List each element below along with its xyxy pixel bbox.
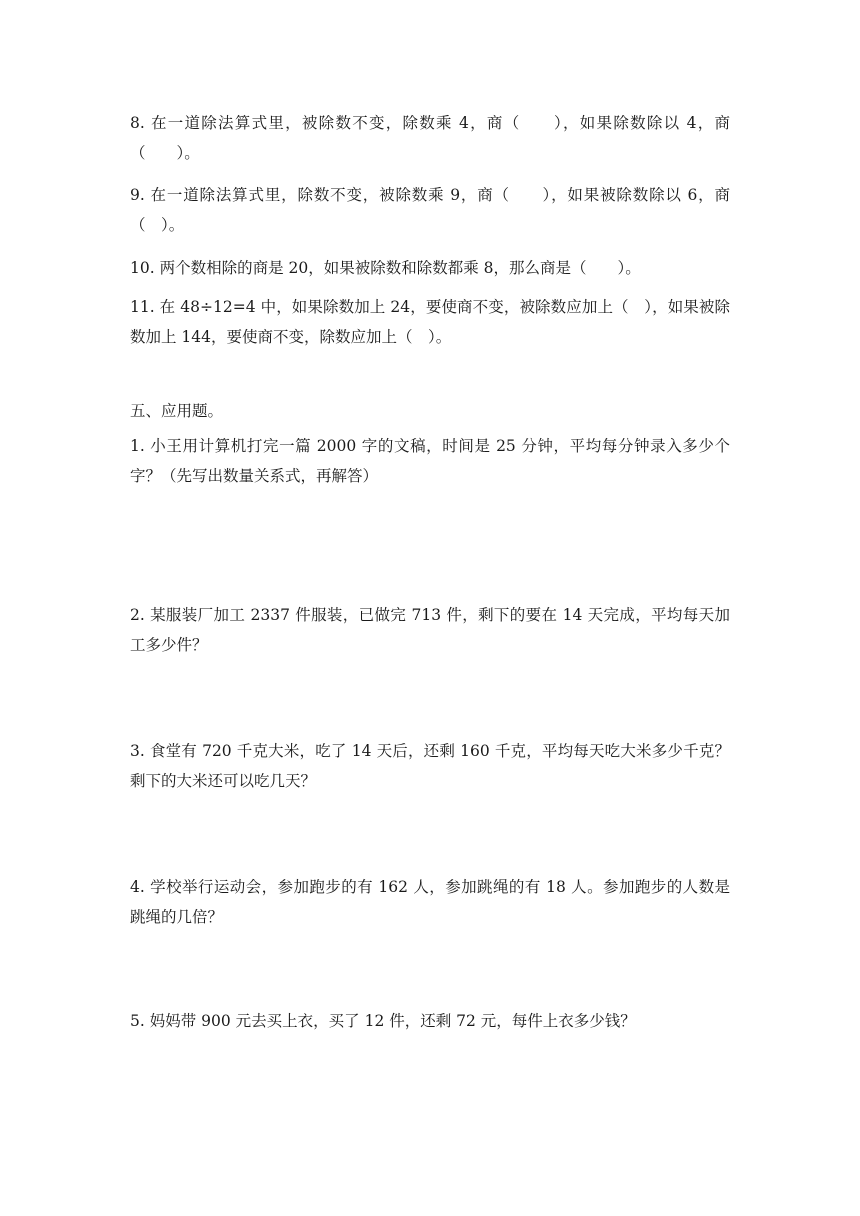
fill-in-question-9: 9. 在一道除法算式里，除数不变，被除数乘 9，商（ ），如果被除数除以 6，商（ ）。 <box>130 186 730 234</box>
fill-in-question-11: 11. 在 48÷12=4 中，如果除数加上 24，要使商不变，被除数应加上（ ），如果被除数加上 144，要使商不变，除数应加上（ ）。 <box>130 298 730 346</box>
section-title: 五、应用题。 <box>130 402 224 420</box>
fill-in-question-8: 8. 在一道除法算式里，被除数不变，除数乘 4，商（ ），如果除数除以 4，商（ ）。 <box>130 114 730 162</box>
fill-in-question-10: 10. 两个数相除的商是 20，如果被除数和除数都乘 8，那么商是（ ）。 <box>130 259 641 277</box>
word-problem-5: 5. 妈妈带 900 元去买上衣，买了 12 件，还剩 72 元，每件上衣多少钱？ <box>130 1012 636 1030</box>
word-problem-2: 2. 某服装厂加工 2337 件服装，已做完 713 件，剩下的要在 14 天完成，平均每天加工多少件？ <box>130 606 730 654</box>
word-problem-4: 4. 学校举行运动会，参加跑步的有 162 人，参加跳绳的有 18 人。参加跑步的人数是跳绳的几倍？ <box>130 878 730 926</box>
word-problem-1: 1. 小王用计算机打完一篇 2000 字的文稿，时间是 25 分钟，平均每分钟录入多少个字？（先写出数量关系式，再解答） <box>130 437 730 485</box>
word-problem-3: 3. 食堂有 720 千克大米，吃了 14 天后，还剩 160 千克，平均每天吃大米多少千克？剩下的大米还可以吃几天？ <box>130 742 730 790</box>
